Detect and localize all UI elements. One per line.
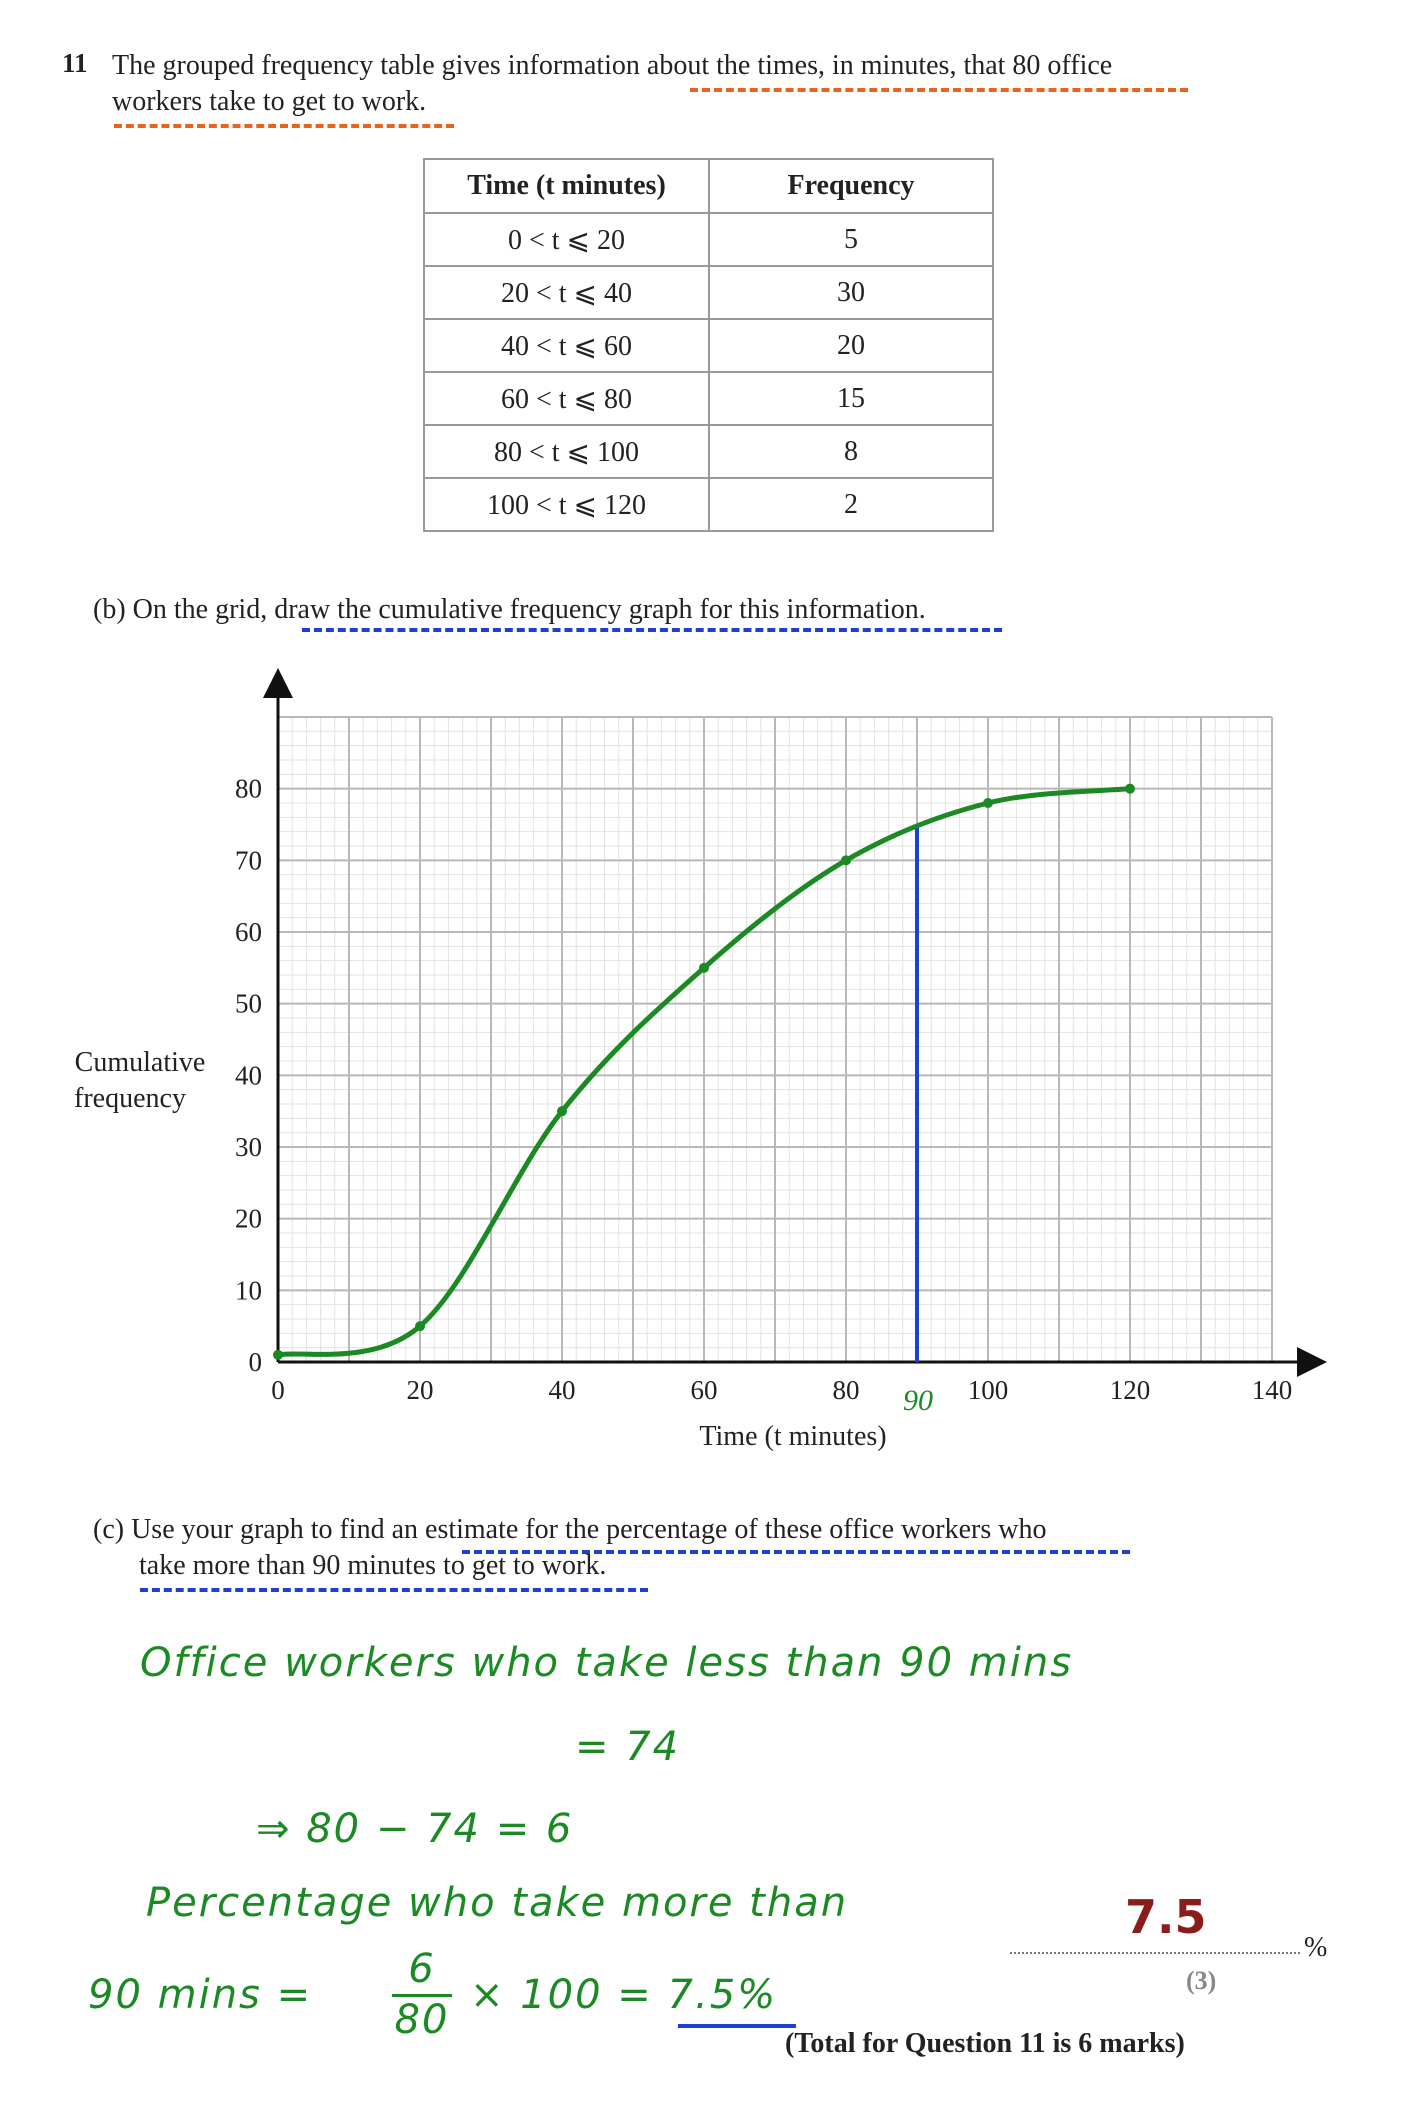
y-axis-label-line1: Cumulative: [74, 1047, 206, 1078]
y-tick-label: 20: [235, 1203, 262, 1234]
highlight-underline: [462, 1550, 1130, 1554]
answer-underline: [678, 2024, 796, 2028]
y-tick-label: 70: [235, 845, 262, 876]
part-c-text-line2: take more than 90 minutes to get to work.: [139, 1550, 607, 1581]
frequency-cell: 8: [709, 425, 993, 478]
frequency-cell: 2: [709, 478, 993, 531]
interval-cell: 80 < t ⩽ 100: [424, 425, 709, 478]
part-b-label: (b): [93, 594, 126, 625]
y-axis-label-line2: frequency: [74, 1083, 186, 1114]
cf-data-point: [983, 798, 993, 808]
working-line5-start: 90 mins =: [88, 1972, 313, 2018]
x-tick-label: 140: [1251, 1375, 1293, 1405]
working-line1: Office workers who take less than 90 mins: [140, 1640, 1074, 1686]
annotation-90: 90: [903, 1384, 933, 1417]
y-tick-label: 30: [235, 1132, 262, 1162]
x-tick-label: 100: [967, 1375, 1009, 1405]
interval-cell: 100 < t ⩽ 120: [424, 478, 709, 531]
marks-label: (3): [1186, 1966, 1217, 1995]
y-tick-labels: [235, 774, 262, 1377]
cf-data-point: [841, 855, 851, 865]
frequency-cell: 30: [709, 266, 993, 319]
y-tick-label: 60: [235, 917, 262, 947]
cf-data-point: [557, 1106, 567, 1116]
frequency-cell: 15: [709, 372, 993, 425]
working-line4: Percentage who take more than: [146, 1880, 849, 1926]
frequency-cell: 5: [709, 213, 993, 266]
x-tick-label: 120: [1109, 1375, 1151, 1405]
working-line3: ⇒ 80 − 74 = 6: [256, 1806, 574, 1852]
answer-line: [1010, 1952, 1300, 1954]
fraction: [392, 1946, 452, 2043]
cf-data-point: [273, 1350, 283, 1360]
interval-cell: 20 < t ⩽ 40: [424, 266, 709, 319]
grid-major: [278, 717, 1272, 1362]
y-tick-label: 80: [235, 773, 262, 804]
table-header-frequency: Frequency: [709, 159, 993, 213]
fraction-numerator: 6: [408, 1946, 436, 1992]
working-line2: = 74: [575, 1724, 681, 1770]
part-c-label: (c): [93, 1514, 125, 1545]
interval-cell: 0 < t ⩽ 20: [424, 213, 709, 266]
interval-cell: 40 < t ⩽ 60: [424, 319, 709, 372]
y-tick-label: 0: [248, 1347, 262, 1377]
y-tick-label: 10: [235, 1275, 262, 1306]
part-b-text: On the grid, draw the cumulative frequency graph for this information.: [132, 594, 926, 625]
cf-data-point: [415, 1321, 425, 1331]
frequency-cell: 20: [709, 319, 993, 372]
cf-data-point: [1125, 784, 1135, 794]
y-tick-label: 50: [235, 988, 262, 1019]
question-stem-line1: The grouped frequency table gives information about the times, in minutes, that 80 office: [112, 50, 1113, 81]
total-marks: (Total for Question 11 is 6 marks): [785, 2028, 1185, 2059]
x-tick-label: 0: [271, 1375, 285, 1405]
x-tick-label: 40: [548, 1375, 576, 1405]
x-tick-labels: [271, 1375, 1292, 1405]
highlight-underline: [140, 1588, 648, 1592]
x-axis-label: Time (t minutes): [699, 1421, 887, 1452]
answer-unit: %: [1304, 1932, 1328, 1963]
answer-value: 7.5: [1125, 1890, 1207, 1944]
fraction-denominator: 80: [392, 1994, 452, 2043]
question-stem-line2: workers take to get to work.: [112, 86, 427, 117]
question-number: 11: [62, 48, 88, 78]
part-c: [93, 1512, 1046, 1584]
axes: [278, 683, 1312, 1362]
table-header-time: Time (t minutes): [424, 159, 709, 213]
interval-cell: 60 < t ⩽ 80: [424, 372, 709, 425]
y-tick-label: 40: [235, 1060, 262, 1091]
x-tick-label: 80: [832, 1375, 860, 1405]
x-tick-label: 60: [690, 1375, 718, 1405]
part-c-text-line1: Use your graph to find an estimate for the percentage of these office workers who: [131, 1514, 1047, 1545]
cf-data-point: [699, 963, 709, 973]
x-tick-label: 20: [406, 1375, 434, 1405]
working-line5-end: × 100 = 7.5%: [470, 1972, 778, 2018]
